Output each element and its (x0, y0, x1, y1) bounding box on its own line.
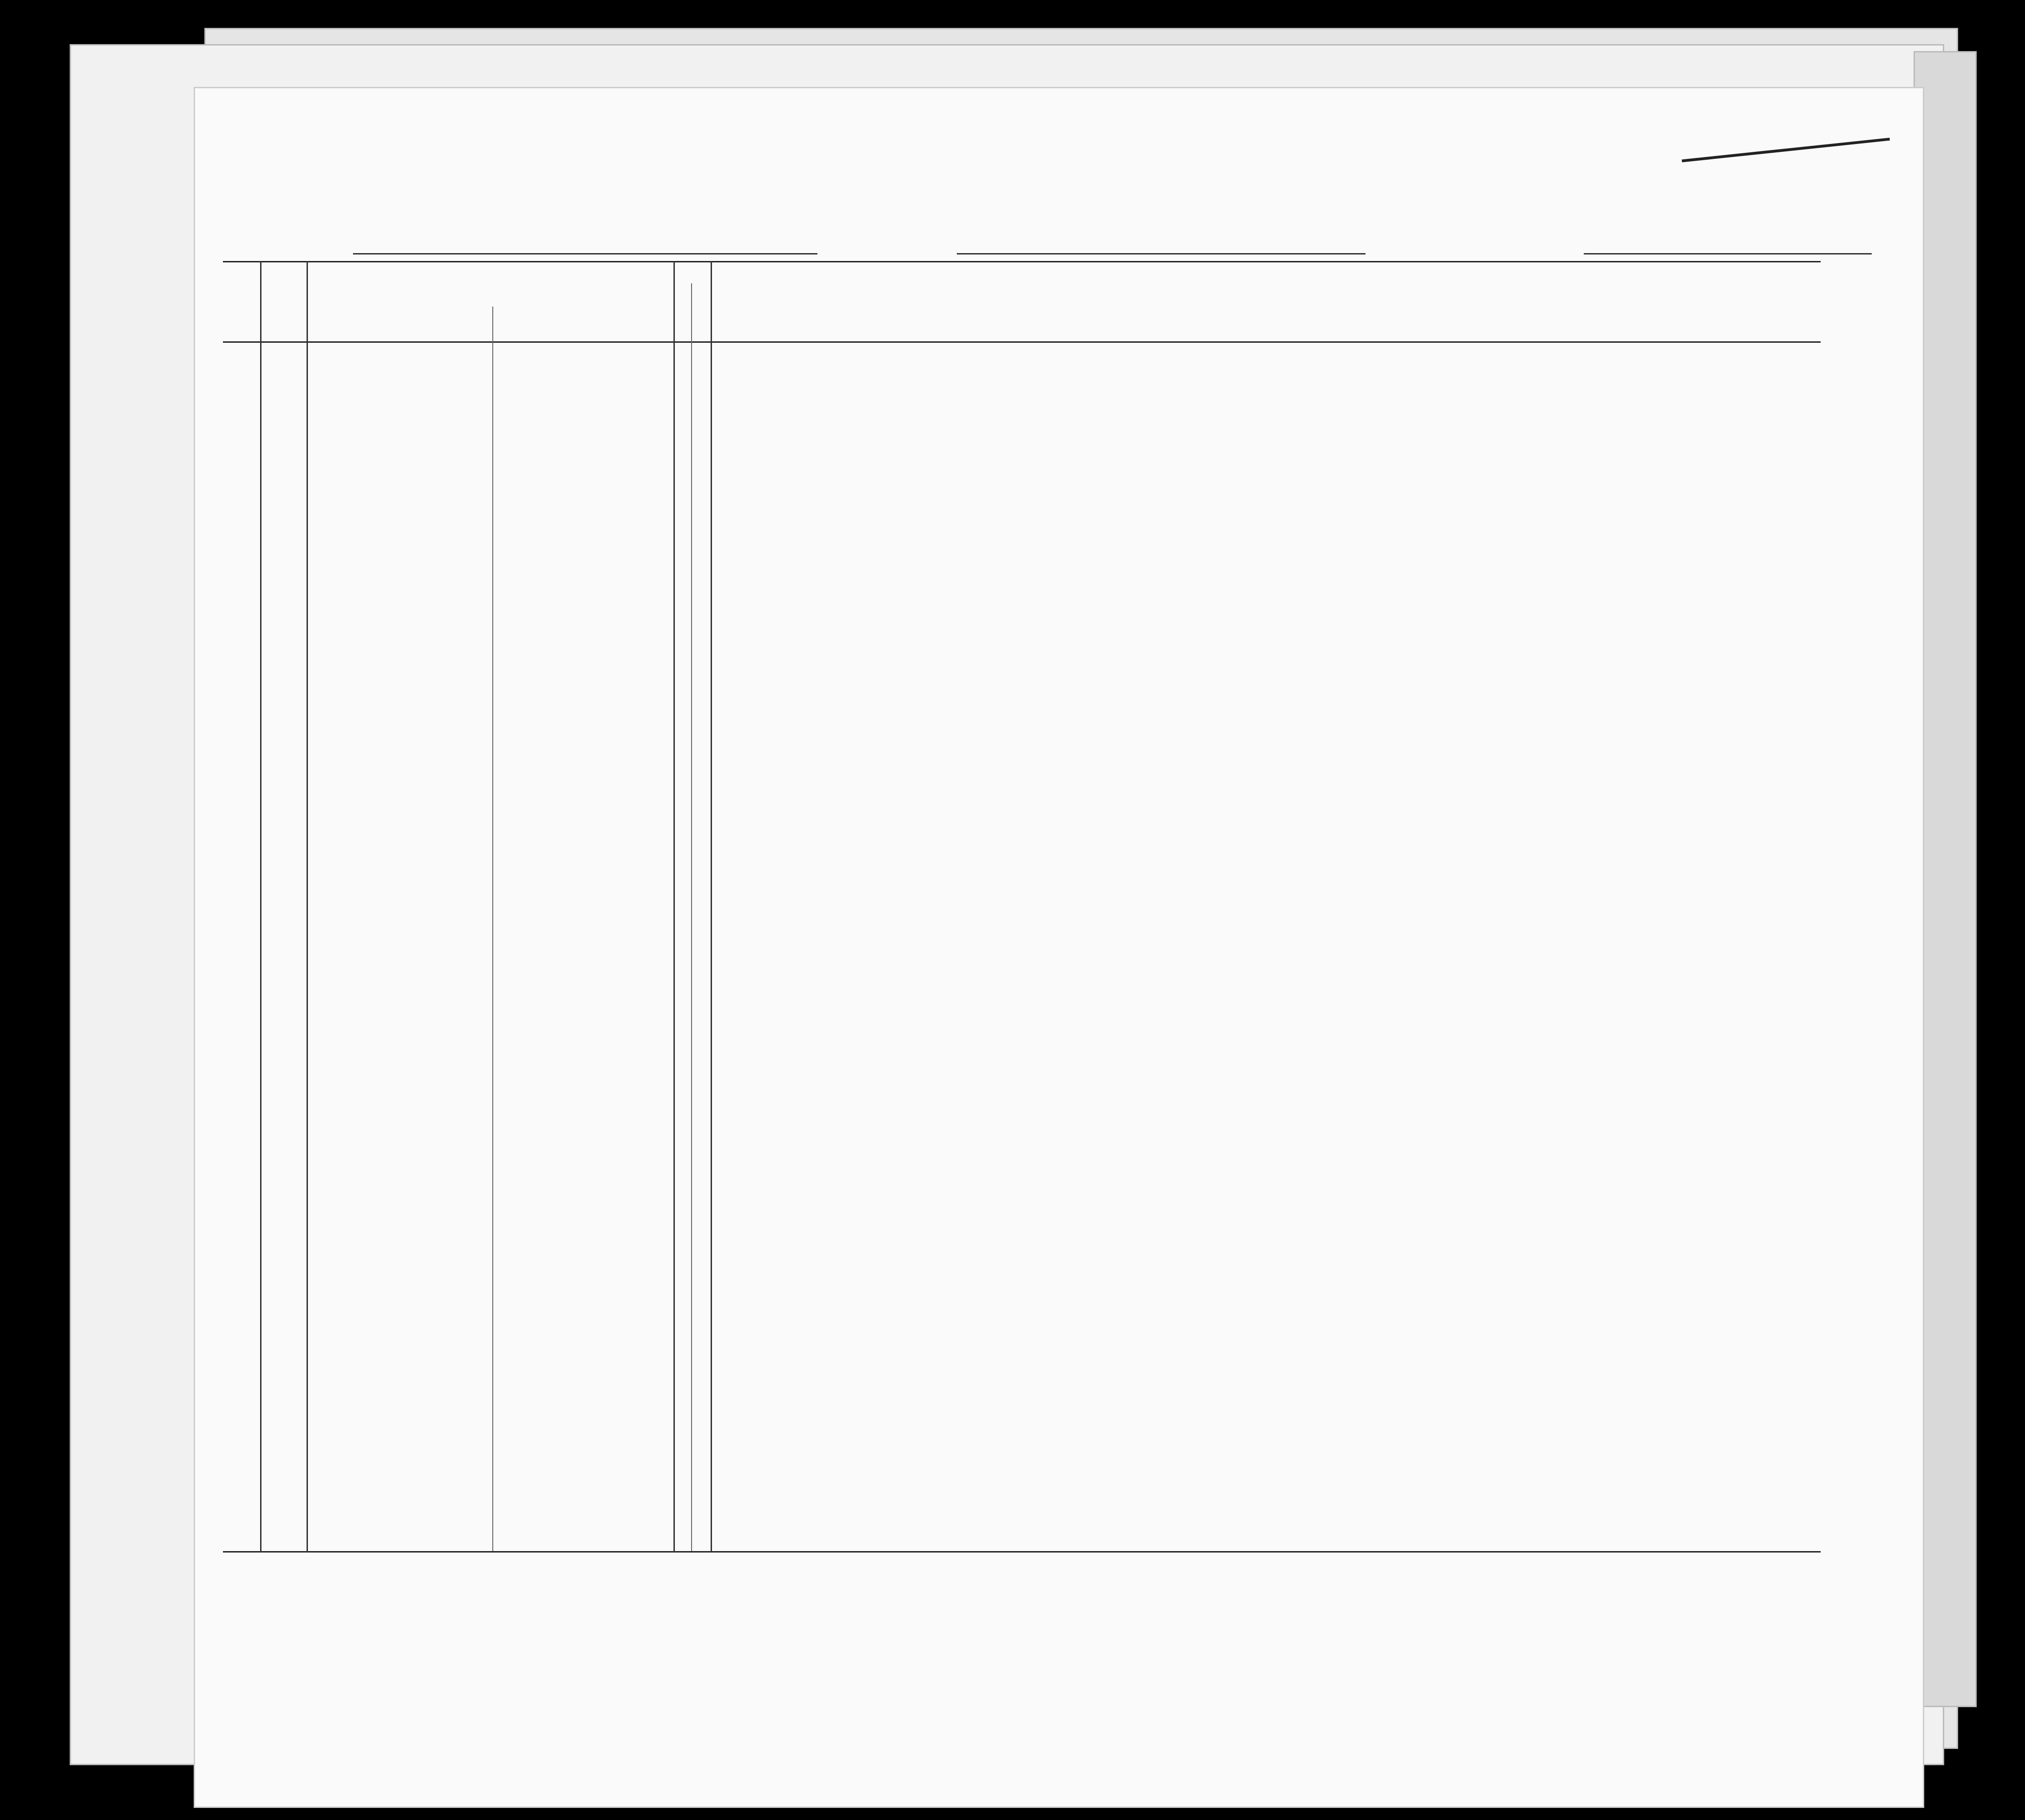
table-bottom-border (223, 1551, 1821, 1553)
ship-underline (353, 253, 817, 254)
table-top-border (223, 261, 1821, 262)
col-line (711, 261, 712, 1552)
col-line (492, 307, 493, 1551)
manifest-page (195, 88, 1923, 1807)
number-underline (1682, 137, 1890, 162)
header-bottom-border (223, 341, 1821, 343)
col-line (260, 261, 261, 1552)
col-line (307, 261, 308, 1552)
background-sheet-edge (1914, 51, 1977, 1707)
sailing-underline (957, 253, 1365, 254)
col-line (673, 261, 675, 1552)
col-line (691, 283, 692, 1551)
arrival-underline (1584, 253, 1872, 254)
